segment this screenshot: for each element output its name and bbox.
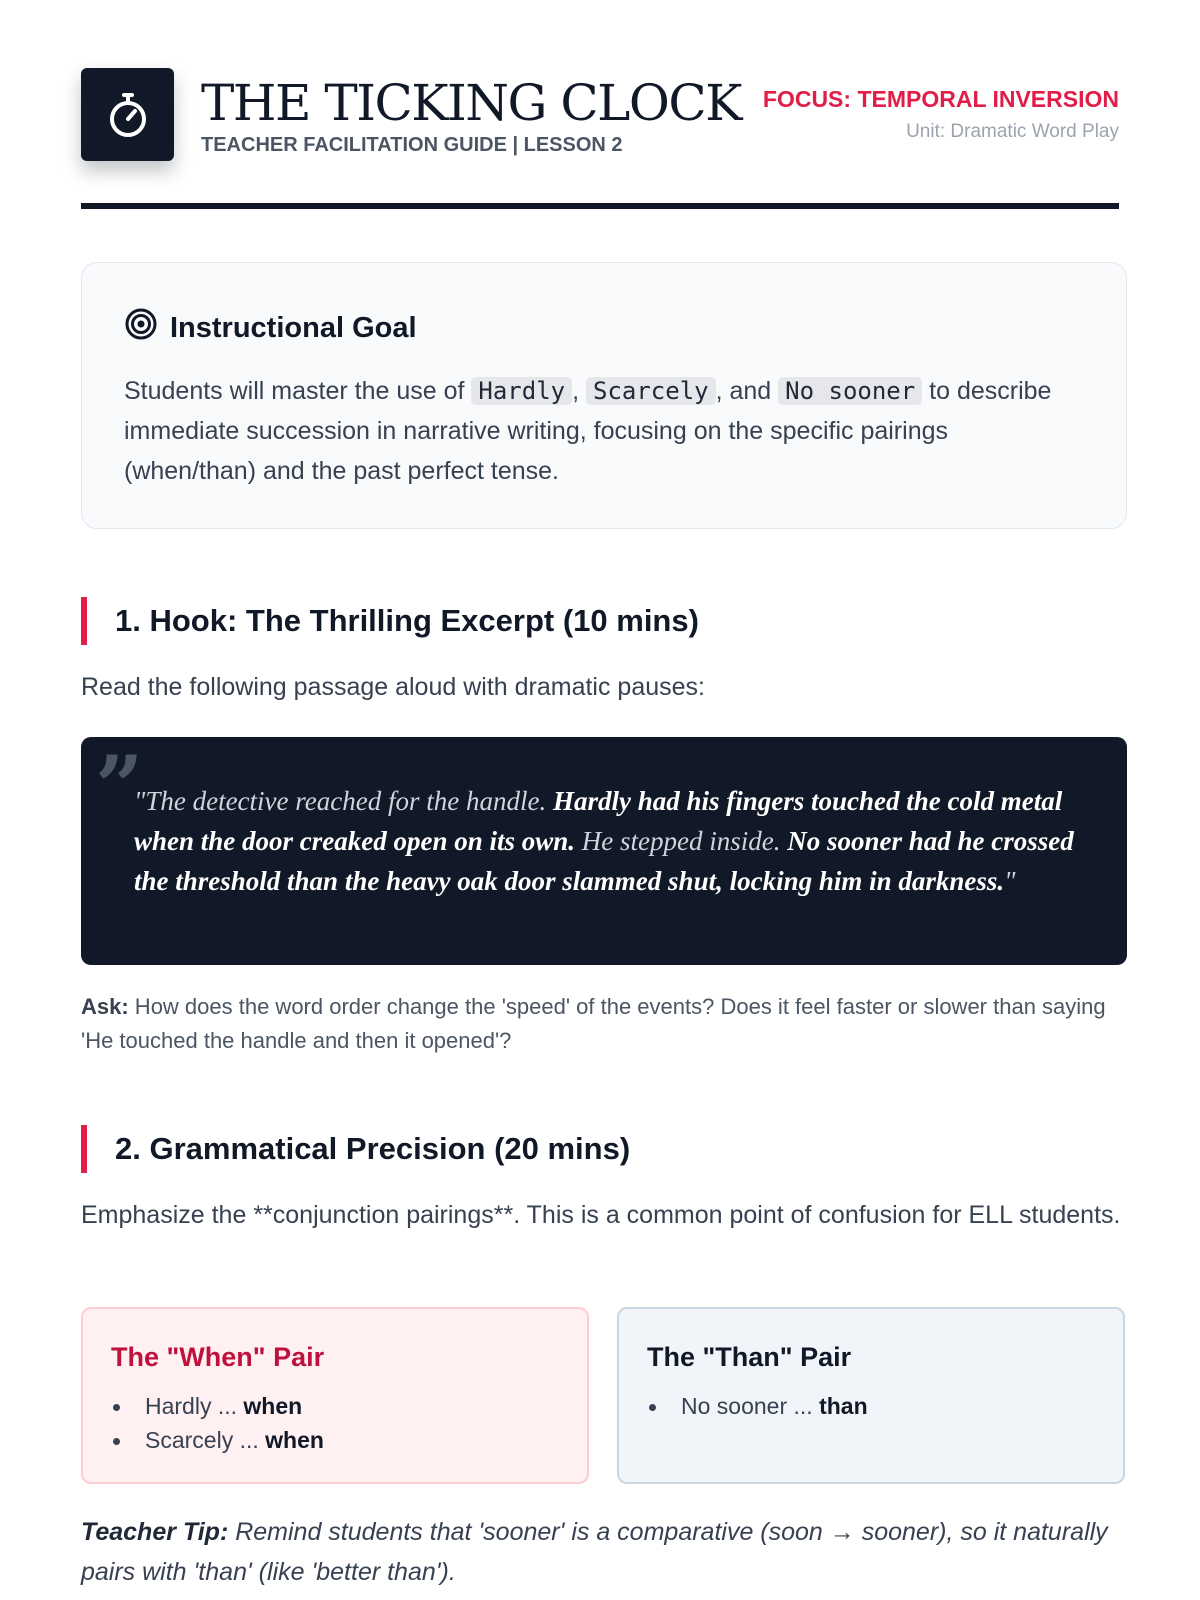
- page-title: THE TICKING CLOCK: [201, 74, 741, 132]
- when-pair-card: [81, 1307, 589, 1484]
- tip-text: Remind students that 'sooner' is a comparative (soon → sooner), so it naturally pairs with 'than' (like 'better than').: [81, 1518, 1108, 1586]
- stopwatch-icon: [81, 68, 174, 161]
- quote-text: [134, 781, 1077, 901]
- list-item-lead: Scarcely ...: [145, 1427, 266, 1453]
- code-no-sooner: No sooner: [778, 377, 922, 405]
- title-block: [201, 72, 741, 157]
- list-item-lead: Hardly ...: [145, 1393, 244, 1419]
- quote-bold-1: Hardly had his fingers touched the cold metal when the door creaked open on its own.: [134, 786, 1063, 856]
- focus-label: FOCUS: TEMPORAL INVERSION: [762, 86, 1119, 112]
- page-subtitle: TEACHER FACILITATION GUIDE | LESSON 2: [201, 134, 623, 156]
- ask-text: How does the word order change the 'speed' of the events? Does it feel faster or slower than saying 'He touched the handle and then it opened'?: [81, 994, 1106, 1053]
- than-pair-card: [617, 1307, 1125, 1484]
- ask-question: [81, 990, 1127, 1058]
- list-item-conjunction: than: [819, 1393, 868, 1419]
- list-item: [111, 1423, 559, 1457]
- code-hardly: Hardly: [471, 377, 572, 405]
- goal-sep-2: , and: [715, 377, 779, 405]
- section-2-intro: Emphasize the **conjunction pairings**. This is a common point of confusion for ELL students.: [81, 1201, 1121, 1229]
- goal-heading: [124, 307, 1086, 349]
- quote-part-3: ": [1004, 866, 1016, 896]
- quote-bold-2: No sooner had he crossed the threshold than the heavy oak door slammed shut, locking him in darkness.: [134, 826, 1074, 896]
- goal-text: [124, 371, 1086, 491]
- teacher-tip: [81, 1512, 1127, 1592]
- than-pair-list: [647, 1389, 1095, 1423]
- quote-part-2: He stepped inside.: [575, 826, 788, 856]
- section-1-intro: Read the following passage aloud with dramatic pauses:: [81, 673, 705, 701]
- code-scarcely: Scarcely: [586, 377, 716, 405]
- quote-part-1: "The detective reached for the handle.: [134, 786, 553, 816]
- target-icon: [124, 307, 158, 349]
- list-item: [647, 1389, 1095, 1423]
- quote-mark-icon: ”: [95, 737, 144, 836]
- goal-heading-text: Instructional Goal: [170, 311, 417, 344]
- thrilling-excerpt-quote: [81, 737, 1127, 965]
- list-item-conjunction: when: [243, 1393, 303, 1419]
- instructional-goal-card: [81, 262, 1127, 529]
- when-pair-list: [111, 1389, 559, 1457]
- unit-label: Unit: Dramatic Word Play: [906, 121, 1119, 142]
- page-header: [81, 0, 1119, 209]
- when-pair-title: The "When" Pair: [111, 1342, 325, 1372]
- section-2-heading: 2. Grammatical Precision (20 mins): [81, 1125, 630, 1173]
- than-pair-title: The "Than" Pair: [647, 1342, 852, 1372]
- list-item-lead: No sooner ...: [681, 1393, 820, 1419]
- goal-text-start: Students will master the use of: [124, 377, 472, 405]
- section-1-heading: 1. Hook: The Thrilling Excerpt (10 mins): [81, 597, 699, 645]
- list-item: [111, 1389, 559, 1423]
- tip-label: Teacher Tip:: [81, 1518, 229, 1546]
- list-item-conjunction: when: [265, 1427, 324, 1453]
- goal-text-end: to describe immediate succession in narrative writing, focusing on the specific pairings (when/than) and the past perfect tense.: [124, 377, 1052, 485]
- focus-block: [763, 86, 1119, 143]
- goal-sep-1: ,: [572, 377, 586, 405]
- ask-label: Ask:: [81, 994, 129, 1019]
